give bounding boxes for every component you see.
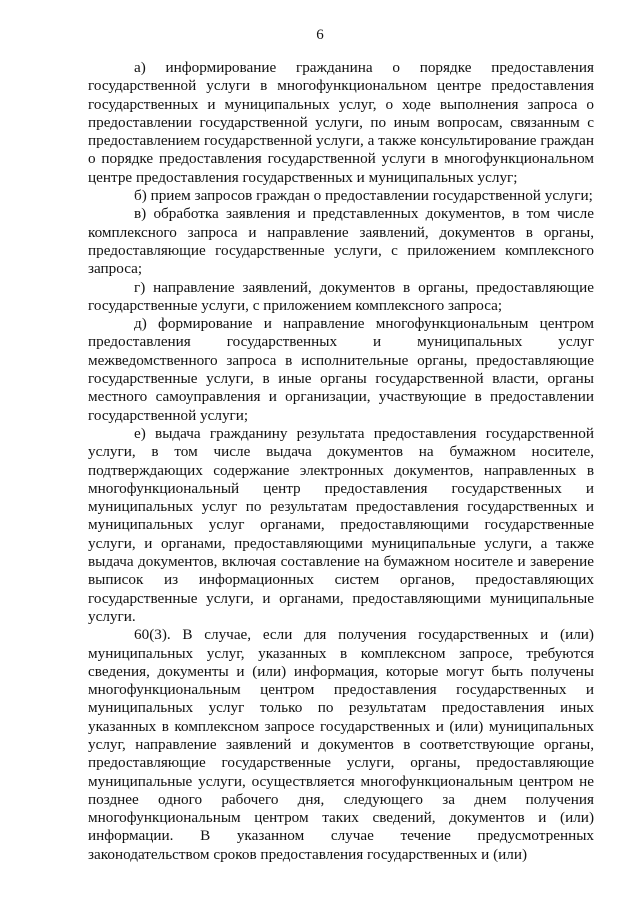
paragraph-item-e: е) выдача гражданину результата предоставления государственной услуги, в том числе выдача документов на бумажном носителе, подтверждающих содержание электронных документов, направленных в многофункциональный центр предоставления государственных и муниципальных услуг по результатам предоставления государственных и муниципальных услуг органами, предоставляющими государственные услуги, и органами, предоставляющими муниципальные услуги, а также выдача документов, включая составление на бумажном носителе и заверение выписок из информационных систем органов, предоставляющих государственные услуги, и органами, предоставляющими муниципальные услуги. <box>88 424 594 625</box>
paragraph-item-b: б) прием запросов граждан о предоставлении государственной услуги; <box>134 187 593 205</box>
paragraph-item-v: в) обработка заявления и представленных документов, в том числе комплексного запроса и направление заявлений, документов в органы, предоставляющие государственные услуги, с приложением комплексного запроса; <box>88 205 594 278</box>
paragraph-60-3: 60(3). В случае, если для получения государственных и (или) муниципальных услуг, указанных в комплексном запросе, требуются сведения, документы и (или) информация, которые могут быть получены многофункциональным центром предоставления государственных и муниципальных услуг только по результатам предоставления иных указанных в комплексном запросе государственных и (или) муниципальных услуг, направление заявлений и документов в соответствующие органы, предоставляющие государственные услуги, органы, предоставляющие муниципальные услуги, осуществляется многофункциональным центром не позднее одного рабочего дня, следующего за днем получения многофункциональным центром таких сведений, документов и (или) информации. В указанном случае течение предусмотренных законодательством сроков предоставления государственных и (или) <box>88 626 594 863</box>
paragraph-item-g: г) направление заявлений, документов в органы, предоставляющие государственные услуги, с приложением комплексного запроса; <box>88 278 594 314</box>
paragraph-item-d: д) формирование и направление многофункциональным центром предоставления государственных и муниципальных услуг межведомственного запроса в исполнительные органы, предоставляющие государственные услуги, в иные органы государственной власти, органы местного самоуправления и организации, участвующие в предоставлении государственной услуги; <box>88 315 594 424</box>
paragraph-item-a: а) информирование гражданина о порядке предоставления государственной услуги в многофункциональном центре предоставления государственных и муниципальных услуг, о ходе выполнения запроса о предоставлении государственной услуги, по иным вопросам, связанным с предоставлением государственной услуги, а также консультирование граждан о порядке предоставления государственной услуги в многофункциональном центре предоставления государственных и муниципальных услуг; <box>88 59 594 186</box>
document-body <box>88 59 594 864</box>
page-number: 6 <box>316 27 324 43</box>
